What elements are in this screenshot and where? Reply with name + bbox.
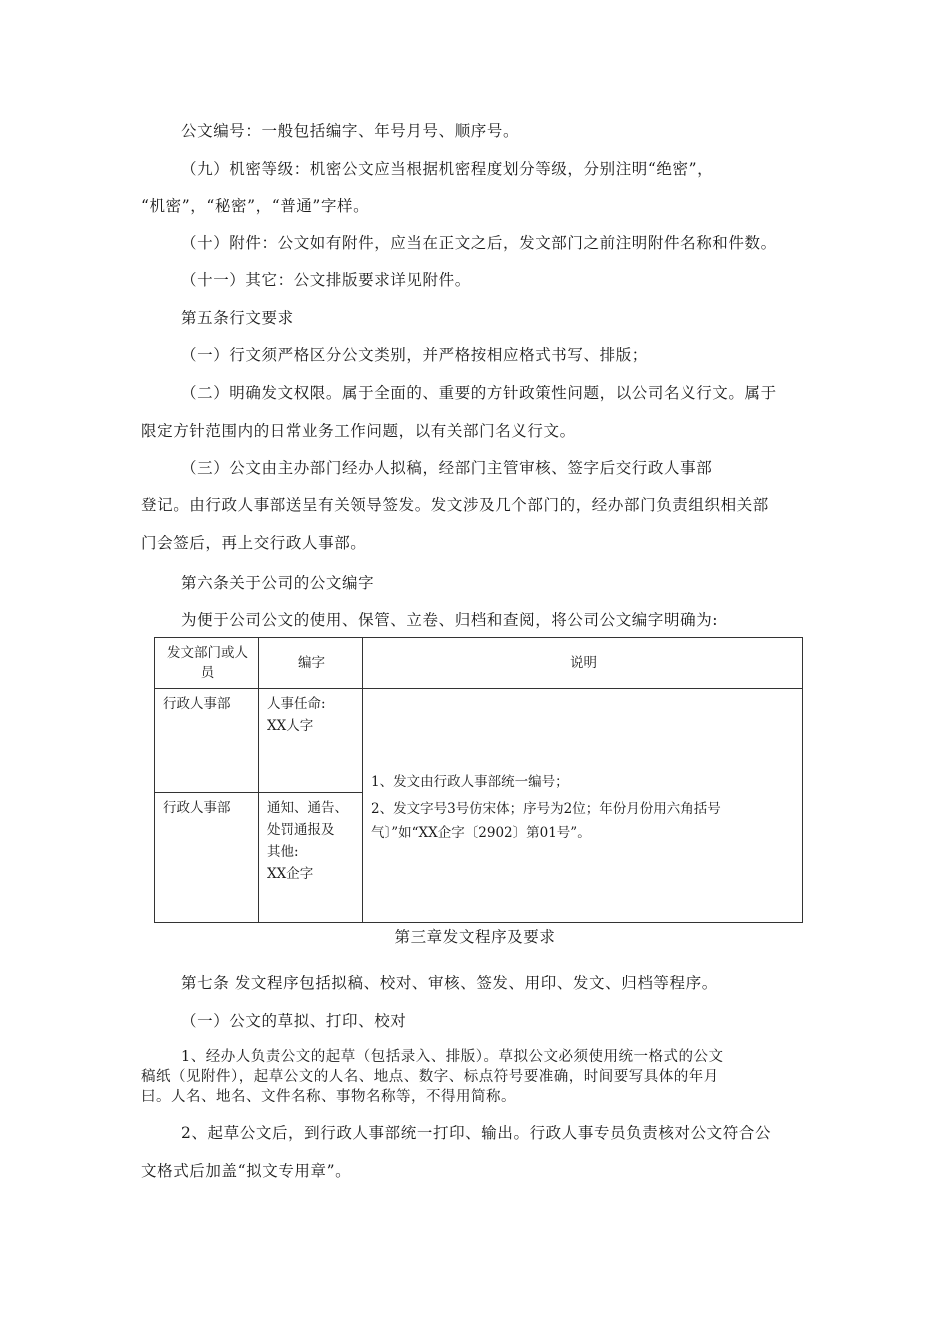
paragraph-draft-1c: 曰。人名、地名、文件名称、事物名称等，不得用简称。 (141, 1089, 516, 1105)
article-five-heading: 第五条行文要求 (181, 309, 294, 327)
note-line: 气〕”如“XX企字〔2902〕第01号”。 (371, 824, 591, 841)
paragraph-draft-2b: 文格式后加盖“拟文专用章”。 (141, 1162, 352, 1180)
code-line: 通知、通告、 (267, 800, 348, 816)
cell-note (363, 689, 803, 923)
paragraph-five-3c: 门会签后，再上交行政人事部。 (141, 534, 367, 552)
paragraph-draft-1b: 稿纸（见附件），起草公文的人名、地点、数字、标点符号要准确，时间要写具体的年月 (141, 1069, 719, 1085)
article-seven: 第七条 发文程序包括拟稿、校对、审核、签发、用印、发文、归档等程序。 (181, 974, 718, 992)
paragraph-five-3b: 登记。由行政人事部送呈有关领导签发。发文涉及几个部门的，经办部门负责组织相关部 (141, 496, 769, 514)
cell-dept: 行政人事部 (155, 793, 259, 923)
doc-code-table (154, 637, 803, 923)
paragraph-confidentiality-2: “机密”，“秘密”，“普通”字样。 (141, 197, 370, 215)
section-draft-heading: （一）公文的草拟、打印、校对 (181, 1012, 407, 1030)
paragraph-confidentiality-1: （九）机密等级：机密公文应当根据机密程度划分等级，分别注明“绝密”， (181, 160, 714, 178)
code-line: 处罚通报及 (267, 822, 335, 838)
header-code: 编字 (259, 638, 363, 689)
cell-dept: 行政人事部 (155, 689, 259, 793)
code-line: 人事任命: (267, 696, 326, 712)
note-line: 1、发文由行政人事部统一编号； (371, 773, 569, 790)
code-line: XX人字 (267, 718, 314, 734)
code-line: XX企字 (267, 866, 314, 882)
header-note: 说明 (363, 638, 803, 689)
header-dept: 发文部门或人员 (155, 638, 259, 689)
table-row (155, 689, 803, 793)
code-line: 其他: (267, 844, 299, 860)
paragraph-doc-number: 公文编号：一般包括编字、年号月号、顺序号。 (181, 122, 520, 140)
note-line: 2、发文字号3号仿宋体；序号为2位；年份月份用六角括号 (371, 800, 721, 817)
table-header-row (155, 638, 803, 689)
cell-code (259, 689, 363, 793)
cell-code (259, 793, 363, 923)
article-six-heading: 第六条关于公司的公文编字 (181, 574, 375, 592)
paragraph-five-3a: （三）公文由主办部门经办人拟稿，经部门主管审核、签字后交行政人事部 (181, 459, 713, 477)
paragraph-five-1: （一）行文须严格区分公文类别，并严格按相应格式书写、排版； (181, 346, 648, 364)
chapter-title: 第三章发文程序及要求 (394, 928, 556, 946)
paragraph-other: （十一）其它：公文排版要求详见附件。 (181, 271, 471, 289)
paragraph-five-2b: 限定方针范围内的日常业务工作问题，以有关部门名义行文。 (141, 422, 576, 440)
paragraph-six-intro: 为便于公司公文的使用、保管、立卷、归档和查阅，将公司公文编字明确为: (181, 611, 719, 629)
paragraph-five-2a: （二）明确发文权限。属于全面的、重要的方针政策性问题，以公司名义行文。属于 (181, 384, 777, 402)
paragraph-draft-1a: 1、经办人负责公文的起草（包括录入、排版）。草拟公文必须使用统一格式的公文 (181, 1049, 724, 1065)
paragraph-attachment: （十）附件：公文如有附件，应当在正文之后，发文部门之前注明附件名称和件数。 (181, 234, 777, 252)
paragraph-draft-2a: 2、起草公文后，到行政人事部统一打印、输出。行政人事专员负责核对公文符合公 (181, 1124, 772, 1142)
